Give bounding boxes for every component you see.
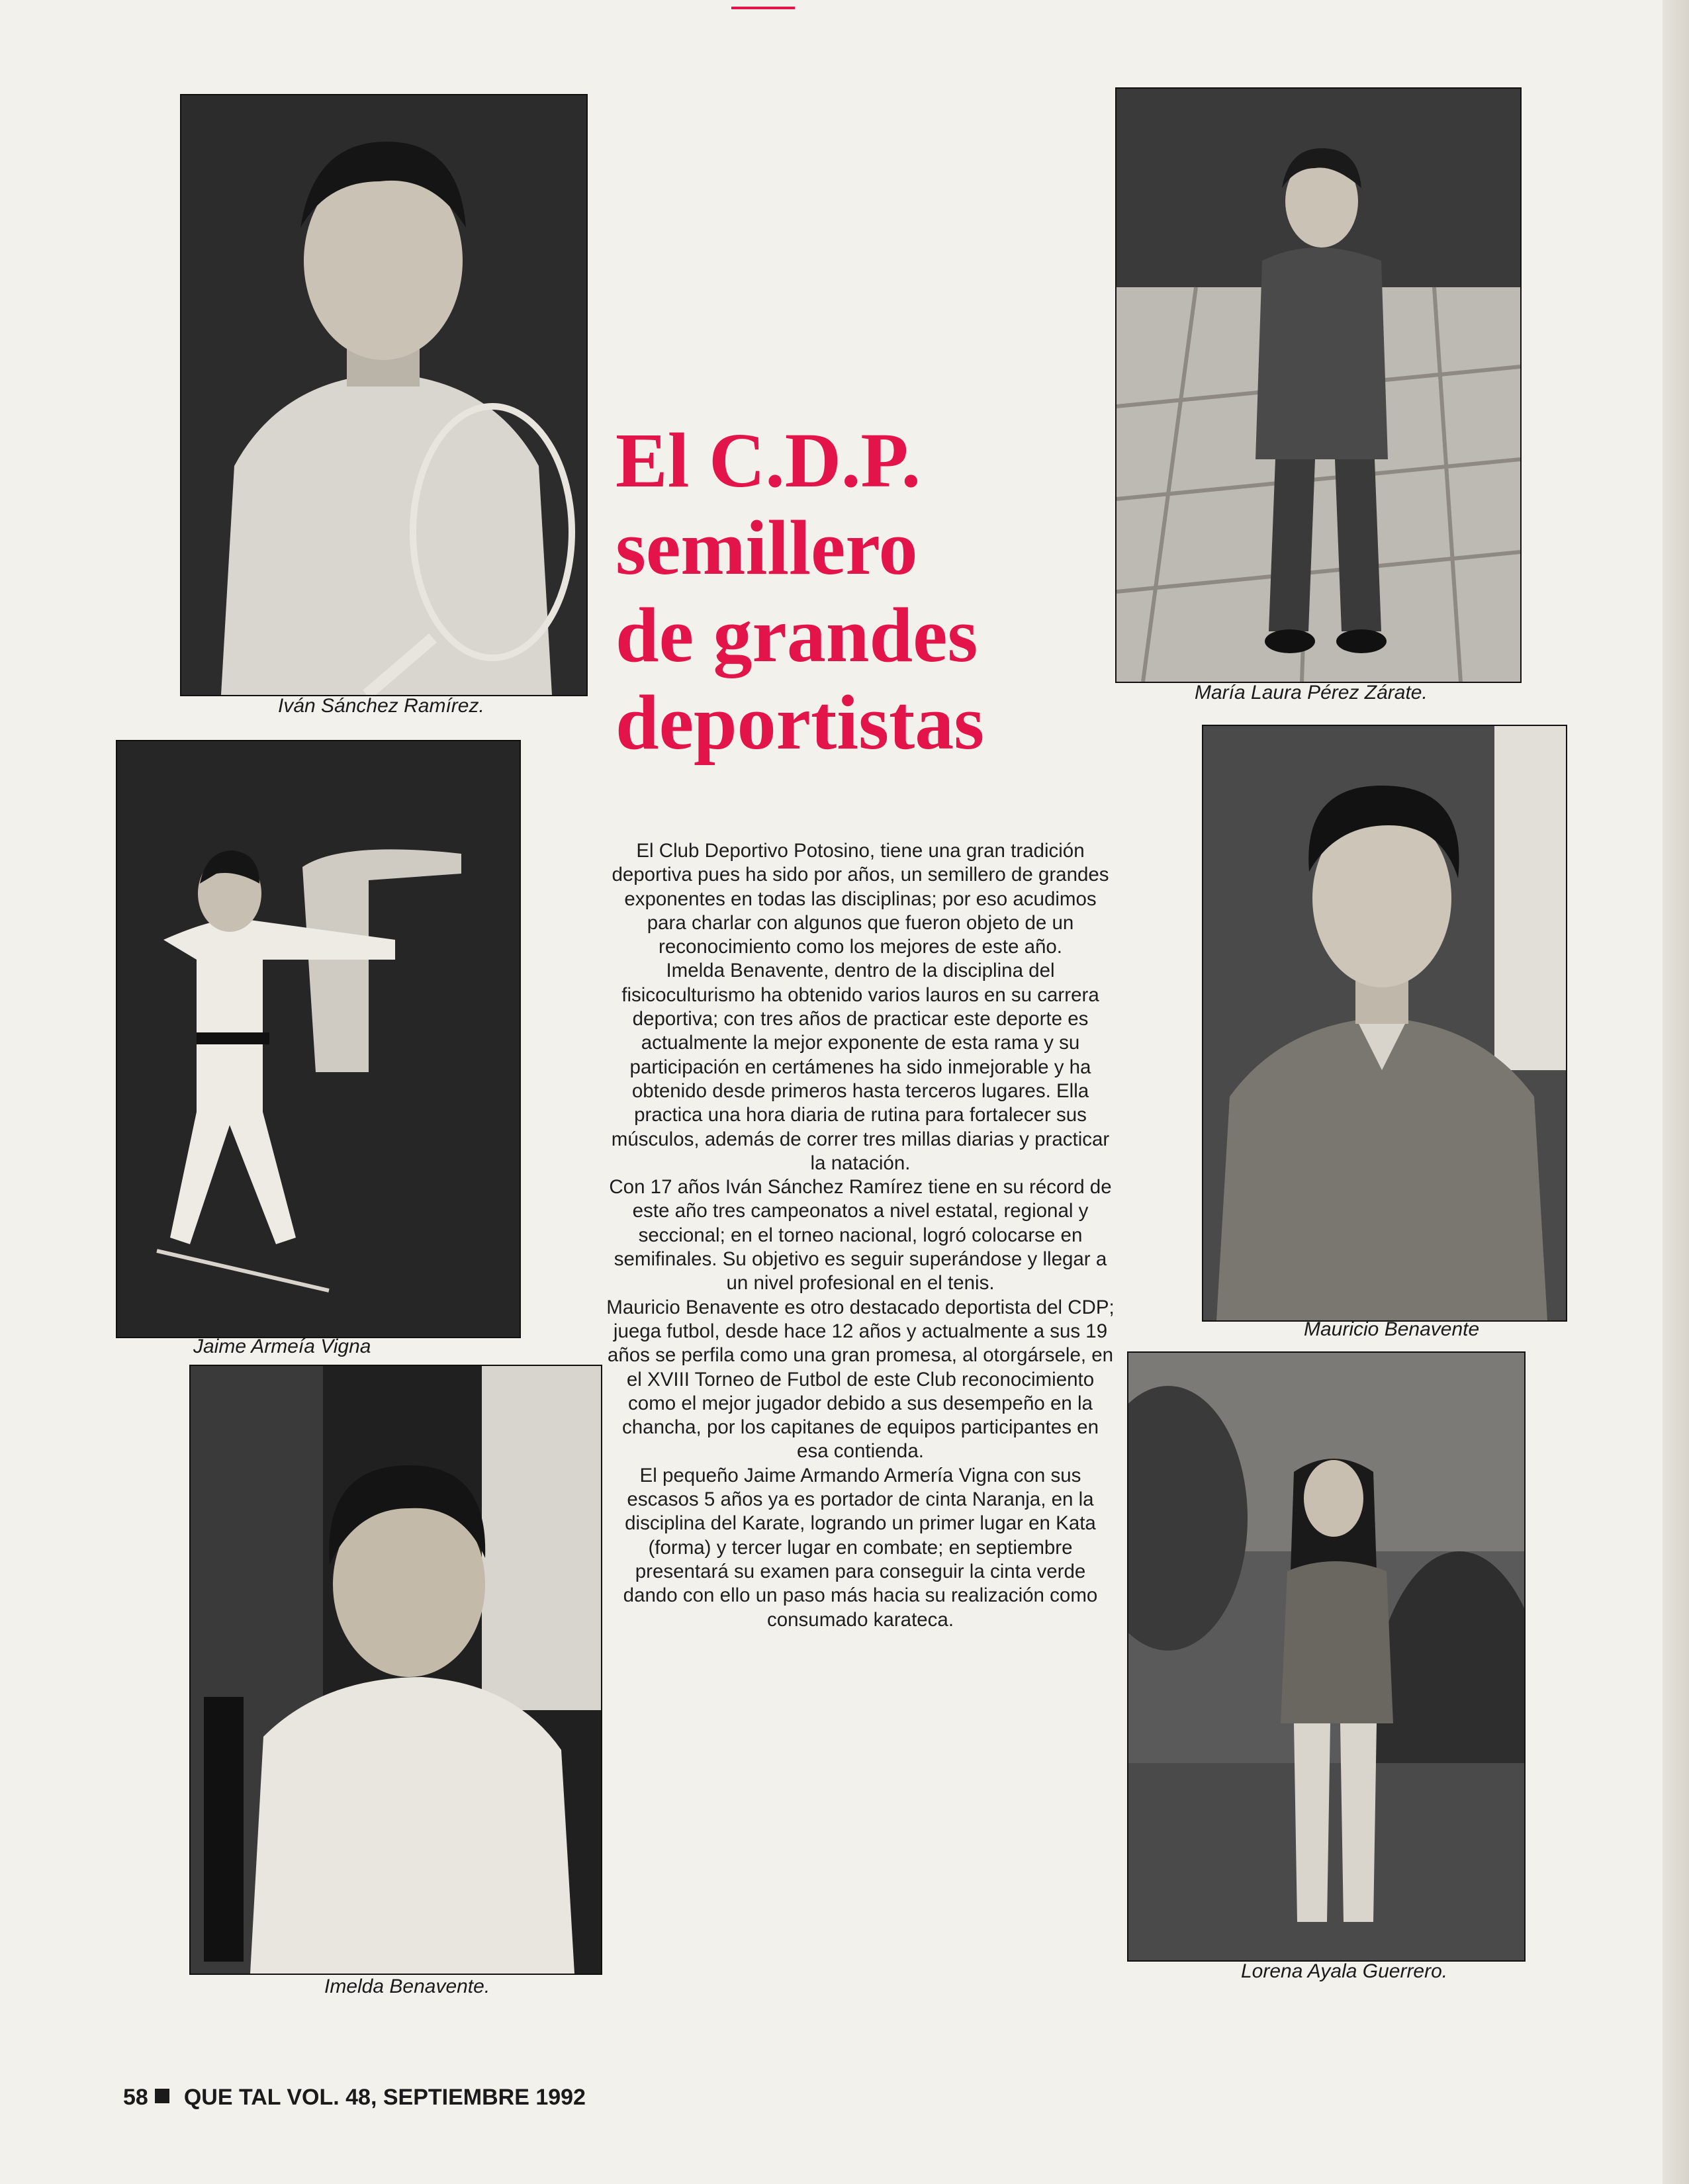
headline-line-4: deportistas <box>616 679 985 766</box>
caption-maria: María Laura Pérez Zárate. <box>1195 682 1428 704</box>
caption-lorena: Lorena Ayala Guerrero. <box>1241 1960 1448 1982</box>
headline-line-1: El C.D.P. <box>616 417 921 504</box>
photo-maria-laura <box>1115 87 1522 683</box>
caption-ivan: Iván Sánchez Ramírez. <box>278 695 484 717</box>
article-paragraph-3: Con 17 años Iván Sánchez Ramírez tiene en su récord de este año tres campeonatos a nivel estatal, regional y seccional; en el torneo nacional, logró colocarse en semifinales. Su objetivo es seguir superándose y llegar a un nivel profesional en el tenis. <box>609 1176 1112 1295</box>
page-edge <box>1663 0 1689 2184</box>
caption-mauricio: Mauricio Benavente <box>1304 1318 1480 1340</box>
article-paragraph-5: El pequeño Jaime Armando Armería Vigna con sus escasos 5 años ya es portador de cinta Naranja, en la disciplina del Karate, logrando un primer lugar en Kata (forma) y tercer lugar en combate; en septiembre presentará su examen para conseguir la cinta verde dando con ello un paso más hacia su realización como consumado karateca. <box>623 1464 1098 1631</box>
photo-ivan-tennis <box>180 94 588 696</box>
article-paragraph-2: Imelda Benavente, dentro de la disciplina del fisicoculturismo ha obtenido varios lauros en su carrera deportiva; con tres años de practicar este deporte es actualmente la mejor exponente de esta rama y su participación en certámenes ha sido inmejorable y ha obtenido desde primeros hasta terceros lugares. Ella practica una hora diaria de rutina para fortalecer sus músculos, además de correr tres millas diarias y practicar la natación. <box>611 960 1110 1174</box>
photo-jaime-karate <box>116 740 521 1338</box>
page-number: 58 <box>123 2085 148 2110</box>
headline <box>616 417 1118 766</box>
top-color-mark <box>731 7 795 9</box>
headline-line-2: semillero <box>616 504 918 591</box>
photo-imelda <box>189 1365 602 1975</box>
photo-mauricio <box>1202 725 1567 1322</box>
article-body <box>606 839 1115 1632</box>
page-footer <box>123 2085 586 2111</box>
caption-imelda: Imelda Benavente. <box>324 1976 490 1997</box>
caption-jaime: Jaime Armeía Vigna <box>193 1336 371 1357</box>
photo-lorena <box>1127 1351 1526 1962</box>
publication-line: QUE TAL VOL. 48, SEPTIEMBRE 1992 <box>183 2085 586 2110</box>
headline-line-3: de grandes <box>616 592 978 678</box>
article-paragraph-1: El Club Deportivo Potosino, tiene una gran tradición deportiva pues ha sido por años, un semillero de grandes exponentes en todas las disciplinas; por eso acudimos para charlar con algunos que fueron objeto de un reconocimiento como los mejores de este año. <box>612 840 1109 958</box>
article-paragraph-4: Mauricio Benavente es otro destacado deportista del CDP; juega futbol, desde hace 12 años y actualmente a sus 19 años se perfila como una gran promesa, al otorgársele, en el XVIII Torneo de Futbol de este Club reconocimiento como el mejor jugador debido a sus desempeño en la chancha, por los capitanes de equipos participantes en esa contienda. <box>606 1296 1115 1463</box>
footer-square-icon <box>155 2089 169 2103</box>
